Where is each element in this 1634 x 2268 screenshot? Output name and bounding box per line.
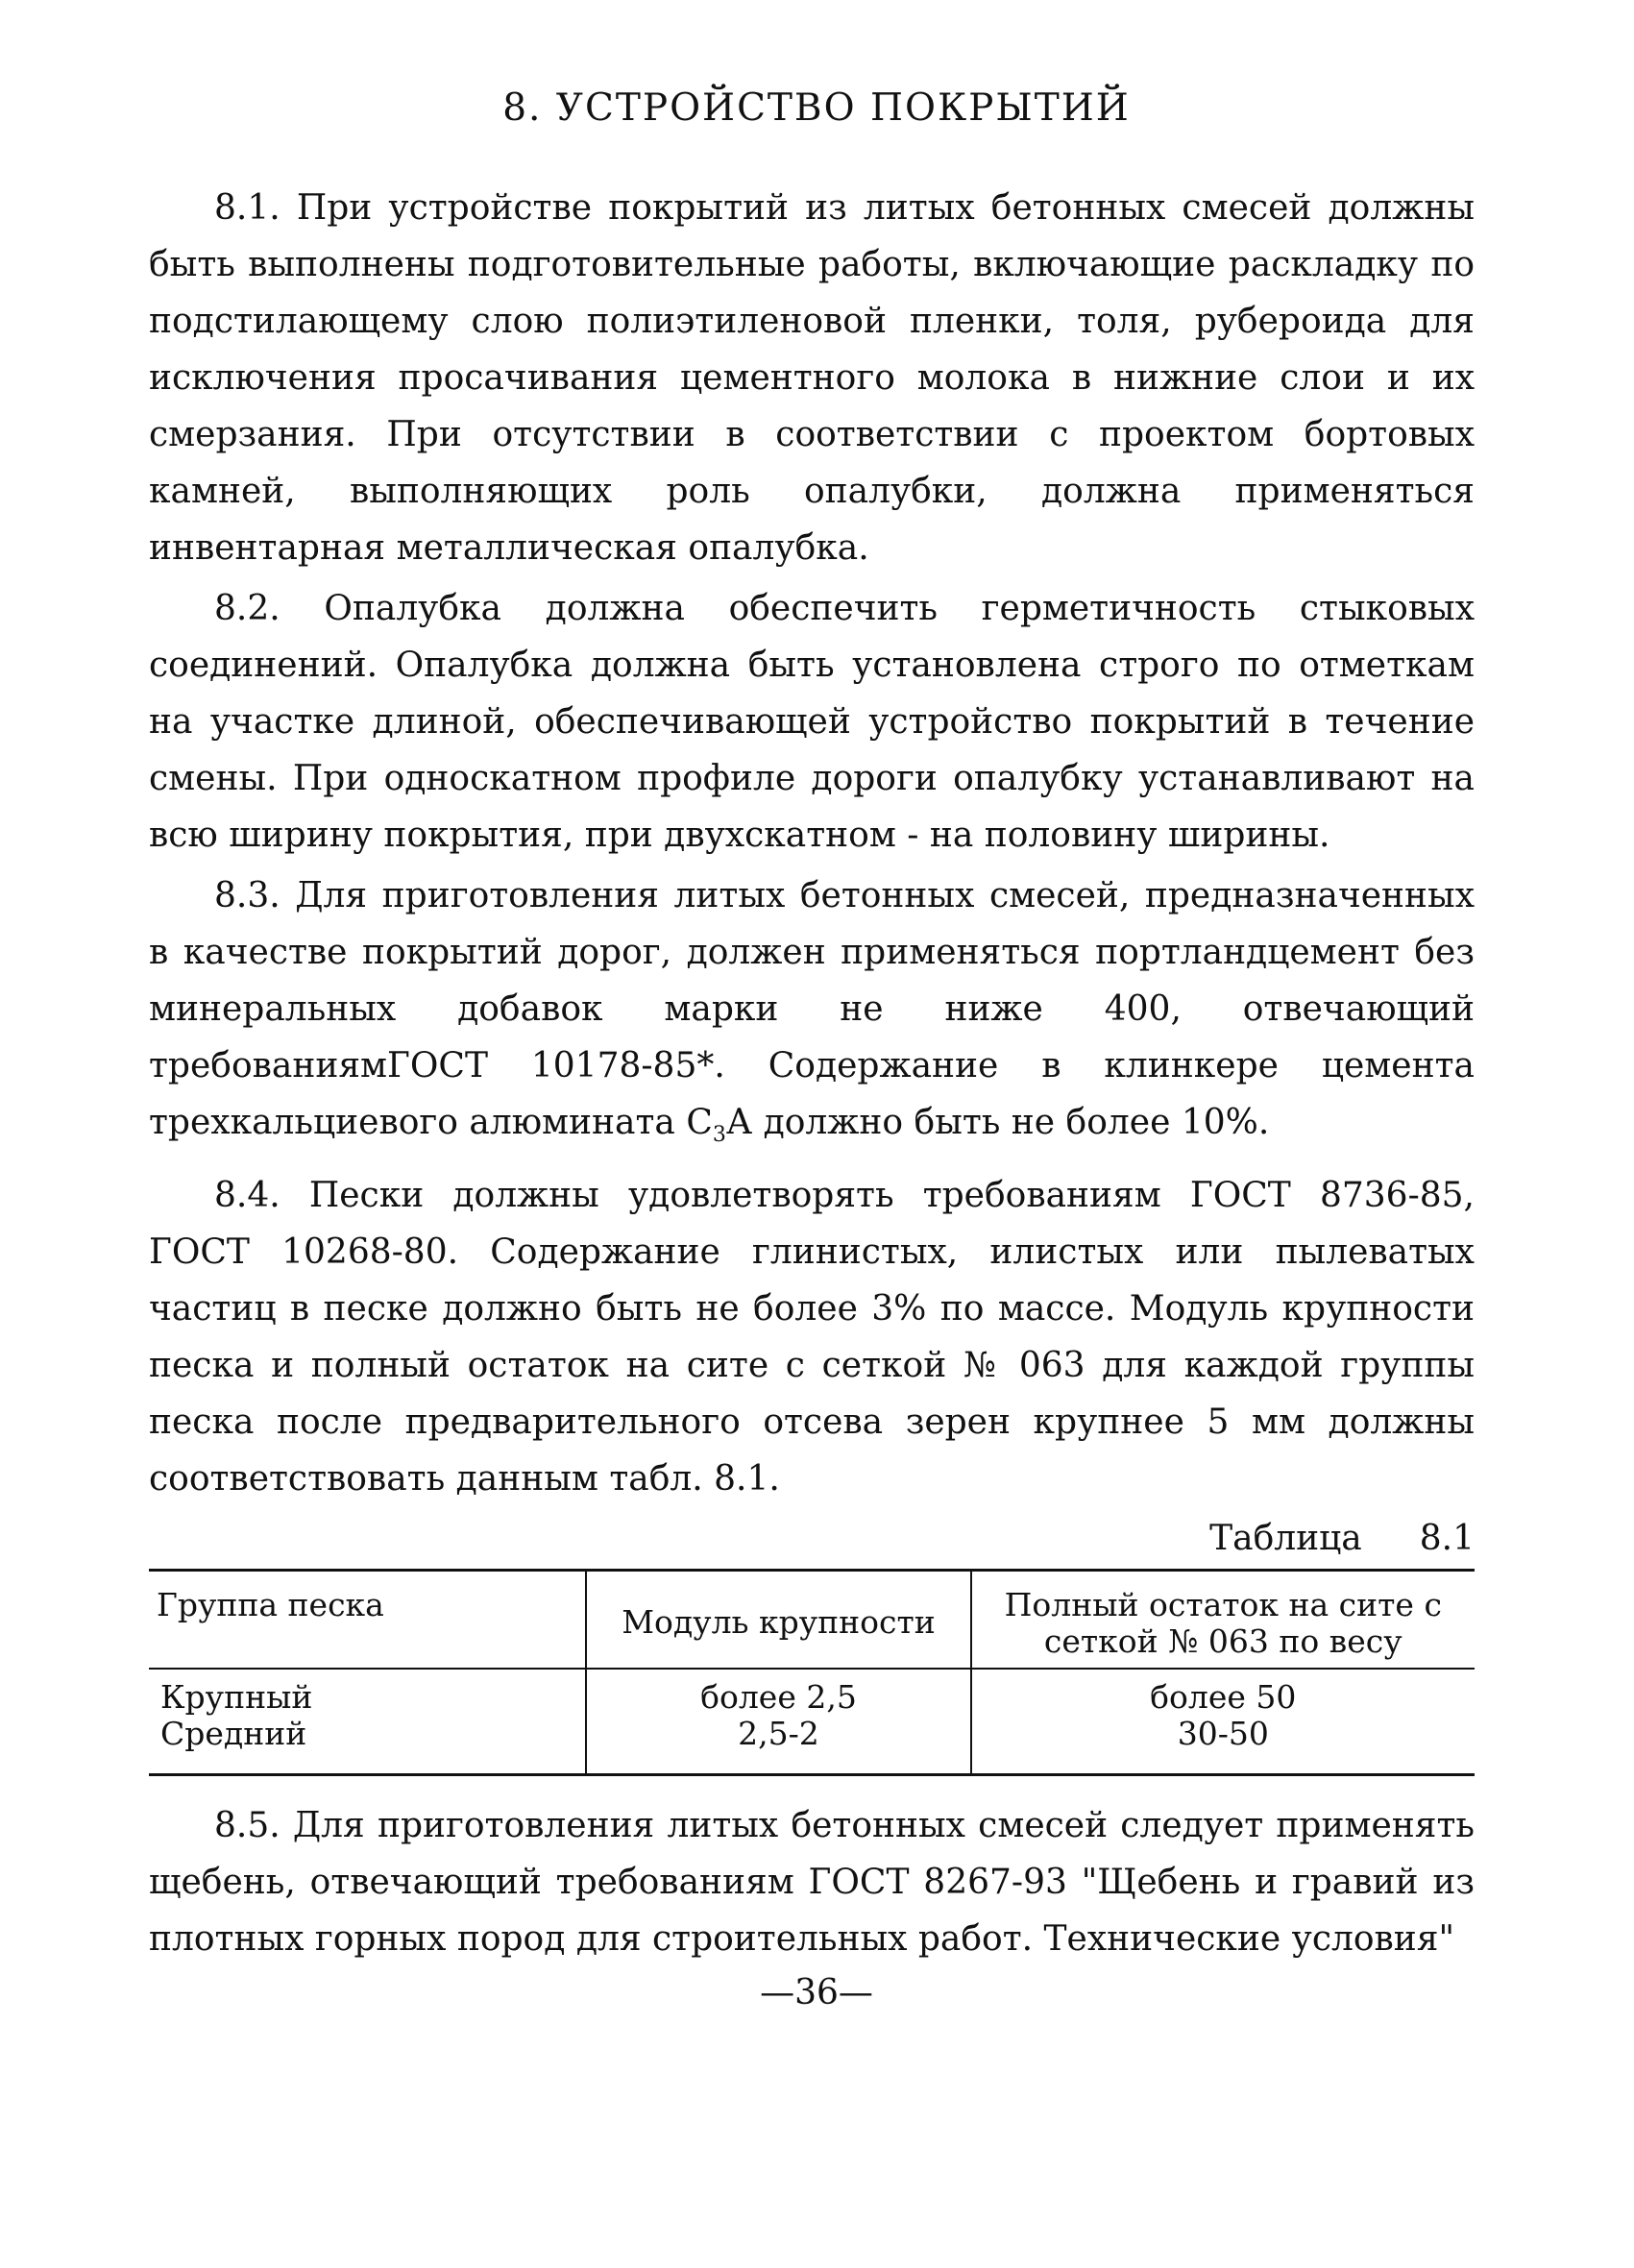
table-caption-label: Таблица bbox=[1209, 1519, 1362, 1559]
cell-value: Средний bbox=[160, 1715, 307, 1753]
cell-fineness-modulus bbox=[586, 1669, 970, 1775]
header-fineness-modulus: Модуль крупности bbox=[586, 1571, 970, 1670]
cell-value: 30-50 bbox=[1177, 1715, 1269, 1753]
cell-sand-group bbox=[149, 1669, 586, 1775]
page-number: —36— bbox=[760, 1973, 873, 2013]
paragraph-8-4: 8.4. Пески должны удовлетворять требованиям ГОСТ 8736-85, ГОСТ 10268-80. Содержание глинистых, илистых или пылеватых частиц в песке должно быть не более 3% по массе. Модуль крупности песка и полный остаток на сите с сеткой № 063 для каждой группы песка после предварительного отсева зерен крупнее 5 мм должны соответствовать данным табл. 8.1. bbox=[149, 1176, 1475, 1500]
sand-table bbox=[149, 1569, 1475, 1776]
paragraph-8-3-tail: А должно быть не более 10%. bbox=[725, 1103, 1270, 1142]
paragraph-8-3-text: 8.3. Для приготовления литых бетонных смесей, предназначенных в качестве покрытий дорог, должен применяться портландцемент без минеральных добавок марки не ниже 400, отвечающий требованиямГОСТ 10178-85*. Содержание в клинкере цемента трехкальциевого алюмината С bbox=[149, 876, 1475, 1142]
subscript-3: 3 bbox=[712, 1123, 726, 1148]
cell-total-residue bbox=[971, 1669, 1475, 1775]
paragraph-8-3 bbox=[149, 867, 1475, 1163]
table-caption bbox=[149, 1515, 1475, 1563]
header-total-residue: Полный остаток на сите с сеткой № 063 по весу bbox=[971, 1571, 1475, 1670]
document-page bbox=[149, 86, 1475, 2012]
table-header-row bbox=[149, 1571, 1475, 1670]
paragraph-8-1: 8.1. При устройстве покрытий из литых бетонных смесей должны быть выполнены подготовительные работы, включающие раскладку по подстилающему слою полиэтиленовой пленки, толя, рубероида для исключения просачивания цементного молока в нижние слои и их смерзания. При отсутствии в соответствии с проектом бортовых камней, выполняющих роль опалубки, должна применяться инвентарная металлическая опалубка. bbox=[149, 188, 1475, 568]
table-row bbox=[149, 1669, 1475, 1775]
paragraph-8-5: 8.5. Для приготовления литых бетонных смесей следует применять щебень, отвечающий требованиям ГОСТ 8267-93 "Щебень и гравий из плотных горных пород для строительных работ. Технические условия" bbox=[149, 1806, 1475, 1960]
cell-value: более 50 bbox=[1150, 1678, 1297, 1717]
cell-value: более 2,5 bbox=[700, 1678, 857, 1717]
paragraph-8-2: 8.2. Опалубка должна обеспечить герметичность стыковых соединений. Опалубка должна быть установлена строго по отметкам на участке длиной, обеспечивающей устройство покрытий в течение смены. При односкатном профиле дороги опалубку устанавливают на всю ширину покрытия, при двухскатном - на половину ширины. bbox=[149, 589, 1475, 855]
section-heading: 8. УСТРОЙСТВО ПОКРЫТИЙ bbox=[502, 86, 1131, 130]
table-caption-number: 8.1 bbox=[1419, 1519, 1475, 1559]
cell-value: 2,5-2 bbox=[738, 1715, 819, 1753]
header-sand-group: Группа песка bbox=[149, 1571, 586, 1670]
cell-value: Крупный bbox=[160, 1678, 313, 1717]
